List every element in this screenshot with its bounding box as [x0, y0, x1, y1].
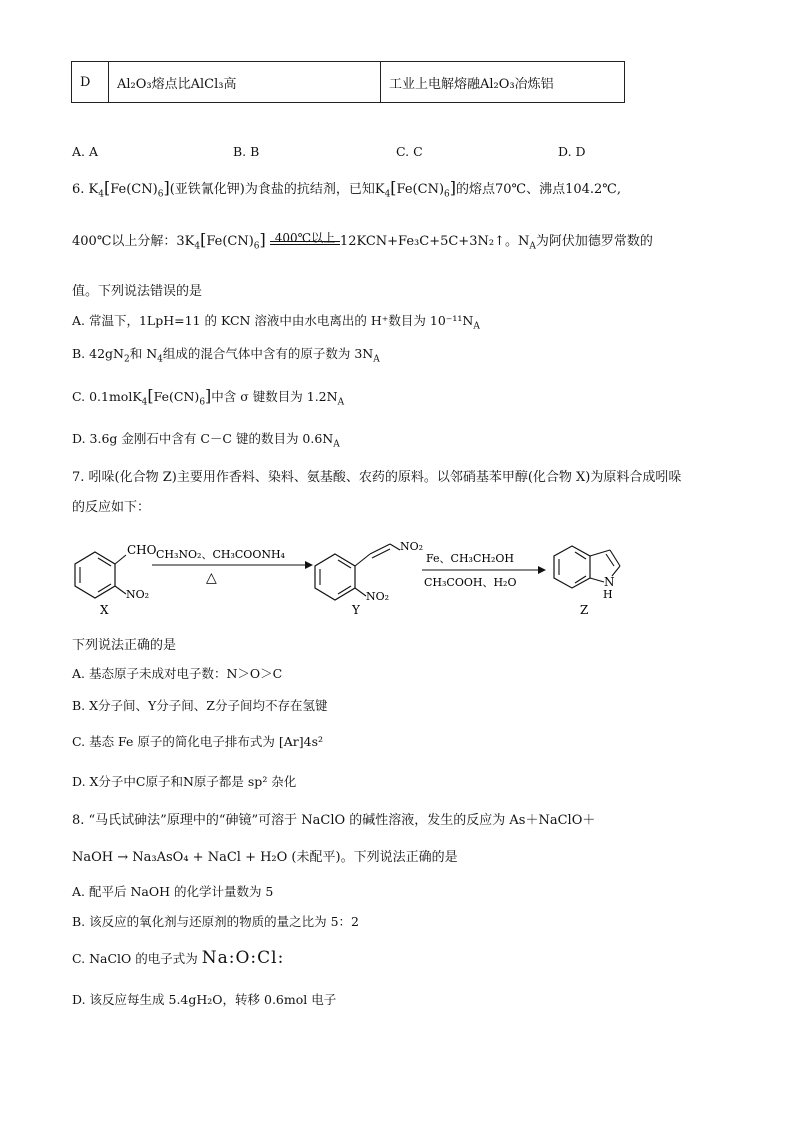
q8-option-b: B. 该反应的氧化剂与还原剂的物质的量之比为 5：2	[72, 914, 360, 929]
q8-option-a: A. 配平后 NaOH 的化学计量数为 5	[72, 884, 274, 899]
x-cho-label: CHO	[127, 543, 157, 557]
reagent-2-bottom: CH₃COOH、H₂O	[424, 576, 517, 589]
q6-line-1: 6. $K_4[Fe(CN)_6]$(亚铁氰化钾)为食盐的抗结剂，已知$K_4[Fe(CN)_6]$的熔点70℃、沸点104.2℃,	[72, 178, 621, 200]
q6-text-c: 的熔点70℃、沸点104.2℃,	[456, 182, 621, 197]
compound-y	[315, 540, 423, 617]
q8-option-d: D. 该反应每生成 5.4gH₂O，转移 0.6mol 电子	[72, 992, 337, 1007]
z-label: Z	[580, 603, 589, 617]
arrow-1	[152, 548, 313, 586]
reaction-scheme	[60, 528, 720, 618]
q6-text-line2c: 为阿伏加德罗常数的	[535, 234, 653, 249]
x-no2-label: NO₂	[126, 588, 150, 601]
z-h-label: H	[603, 588, 613, 601]
q7-option-d: D. X分子中C原子和N原子都是 sp² 杂化	[72, 774, 297, 789]
naclo-electron-formula: Na:O:Cl:	[201, 948, 285, 968]
q7-stem: 下列说法正确的是	[72, 638, 177, 653]
q6-line-2: 400℃以上分解：$3K_4[Fe(CN)_6]$ 400℃以上 12KCN+Fe₃C+5C+3N₂↑。$N_A$为阿伏加德罗常数的	[72, 230, 653, 252]
arrow-2	[422, 552, 546, 589]
z-n-label: N	[604, 575, 615, 589]
y-label: Y	[352, 603, 360, 617]
q7-line-1: 7. 吲哚(化合物 Z)主要用作香料、染料、氨基酸、农药的原料。以邻硝基苯甲醇(化合物 X)为原料合成吲哚	[72, 470, 682, 485]
answer-table	[71, 61, 625, 103]
q6-text-line2a: 400℃以上分解：3K	[72, 234, 195, 249]
table-cell-label: D	[72, 62, 109, 103]
q6-option-d: D. 3.6g 金刚石中含有 C－C 键的数目为 $0.6N_A$	[72, 431, 340, 450]
q5-option-d: D. D	[558, 144, 586, 159]
x-label: X	[100, 603, 109, 617]
reagent-1-top: CH₃NO₂、CH₃COONH₄	[156, 548, 285, 561]
q7-option-b: B. X分子间、Y分子间、Z分子间均不存在氢键	[72, 698, 328, 713]
q8-option-c	[72, 948, 284, 968]
q6-text-line2b: 12KCN+Fe₃C+5C+3N₂↑。N	[339, 234, 530, 249]
reagent-2-top: Fe、CH₃CH₂OH	[426, 552, 514, 565]
reagent-1-bottom: △	[206, 570, 217, 586]
q5-option-a: A. A	[72, 144, 99, 159]
q6-condition-text: 400℃以上	[274, 231, 336, 245]
compound-x	[75, 543, 157, 617]
table-row	[72, 62, 625, 103]
q8-line-2: NaOH → Na₃AsO₄ + NaCl + H₂O (未配平)。下列说法正确的是	[72, 850, 458, 865]
q8-option-c-text: C. NaClO 的电子式为	[72, 951, 198, 966]
q8-line-1: 8. “马氏试砷法”原理中的“砷镜”可溶于 NaClO 的碱性溶液，发生的反应为 As＋NaClO＋	[72, 813, 596, 828]
q7-option-c: C. 基态 Fe 原子的简化电子排布式为 [Ar]4s²	[72, 734, 324, 749]
q7-line-2: 的反应如下：	[72, 500, 151, 515]
q6-option-b: B. $42gN_2$和 $N_4$组成的混合气体中含有的原子数为 $3N_A$	[72, 346, 380, 365]
y-no2-top-label: NO₂	[400, 540, 424, 553]
q6-text-a: 6. K	[72, 182, 99, 197]
q5-option-c: C. C	[396, 144, 423, 159]
table-cell-right: 工业上电解熔融Al₂O₃冶炼铝	[381, 62, 625, 103]
q6-option-c: C. $0.1molK_4[Fe(CN)_6]$中含 σ 键数目为 $1.2N_A$	[72, 386, 345, 408]
q6-line-3: 值。下列说法错误的是	[72, 284, 203, 299]
q6-option-a: A. 常温下，1LpH=11 的 KCN 溶液中由水电离出的 H⁺数目为 $10^{-11}N_A$	[72, 313, 480, 332]
q7-option-a: A. 基态原子未成对电子数：N＞O＞C	[72, 666, 283, 681]
q6-text-b: (亚铁氰化钾)为食盐的抗结剂，已知	[169, 182, 375, 197]
compound-z	[554, 546, 620, 617]
table-cell-left: Al₂O₃熔点比AlCl₃高	[109, 62, 381, 103]
q5-option-b: B. B	[233, 144, 260, 159]
y-no2-label: NO₂	[366, 590, 390, 603]
